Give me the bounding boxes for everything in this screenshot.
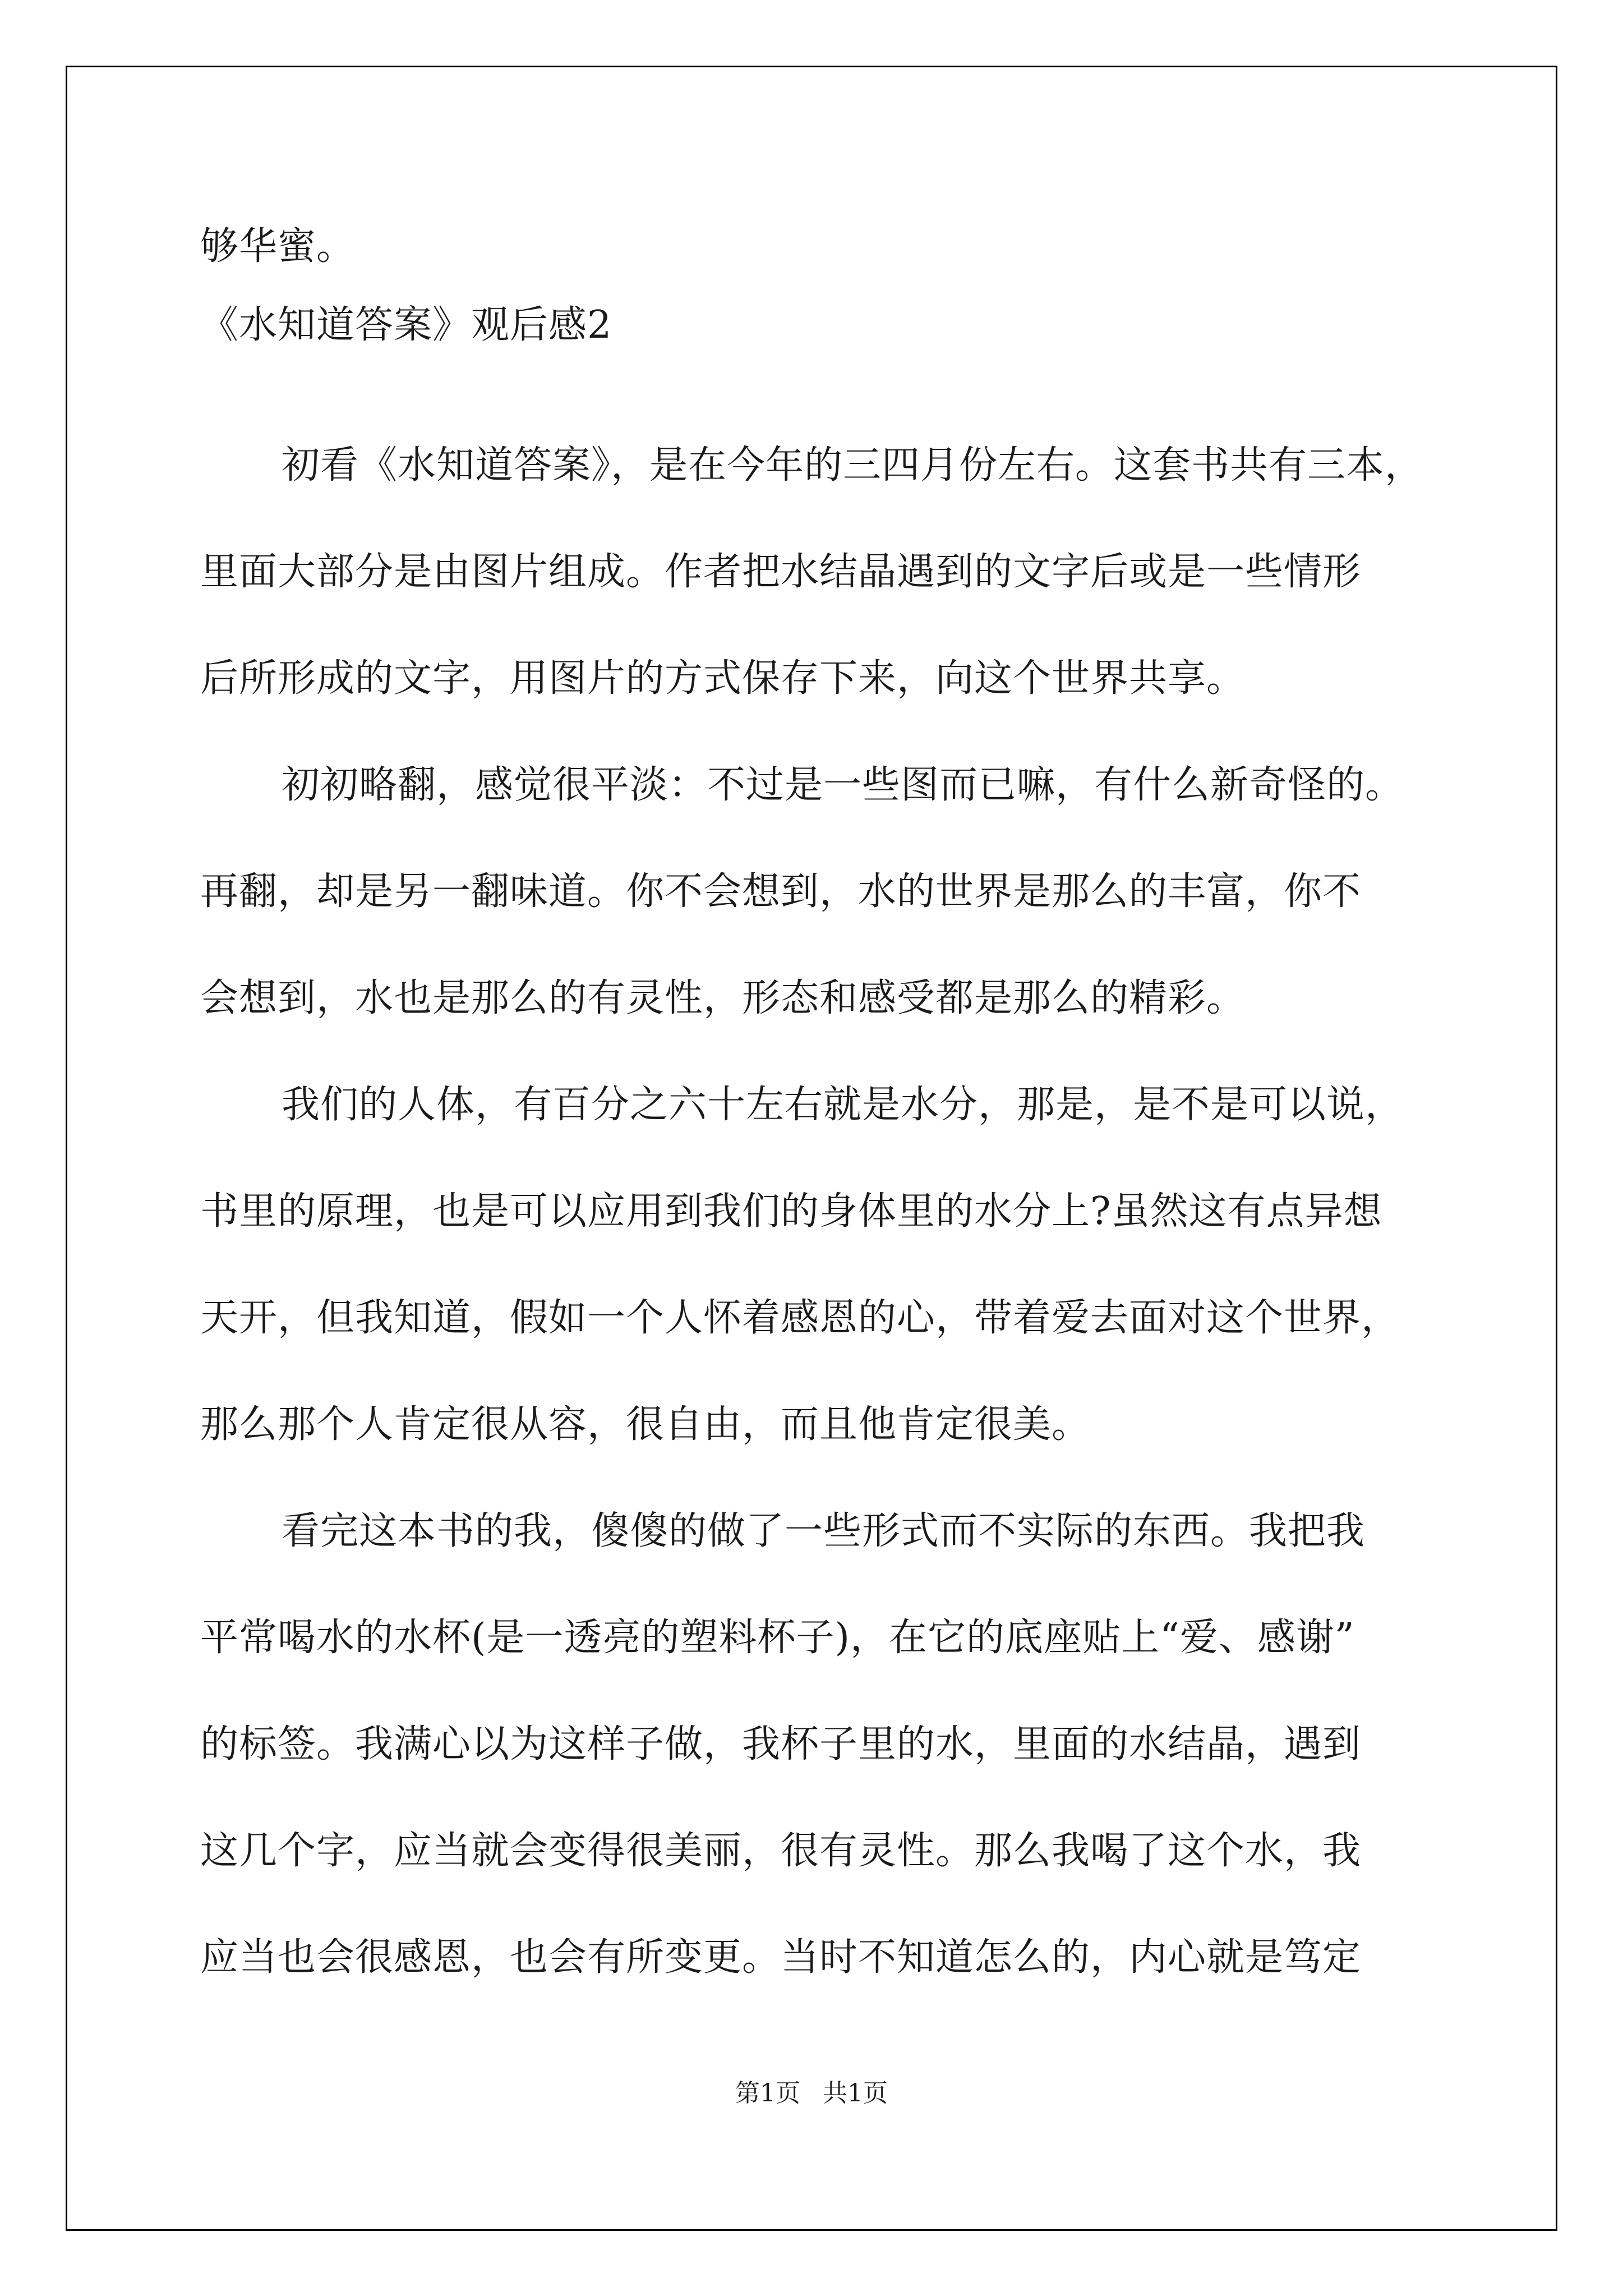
text-line: 初看《水知道答案》，是在今年的三四月份左右。这套书共有三本， xyxy=(282,443,1424,487)
text-line: 里面大部分是由图片组成。作者把水结晶遇到的文字后或是一些情形 xyxy=(200,550,1362,594)
page-footer xyxy=(0,2079,1623,2108)
page-number: 第1页 xyxy=(735,2079,800,2108)
text-line: 书里的原理，也是可以应用到我们的身体里的水分上?虽然这有点异想 xyxy=(200,1189,1382,1234)
text-line: 我们的人体，有百分之六十左右就是水分，那是，是不是可以说， xyxy=(282,1083,1404,1127)
text-line: 后所形成的文字，用图片的方式保存下来，向这个世界共享。 xyxy=(200,656,1246,701)
text-line: 看完这本书的我，傻傻的做了一些形式而不实际的东西。我把我 xyxy=(282,1509,1366,1553)
text-line: 平常喝水的水杯(是一透亮的塑料杯子)，在它的底座贴上“爱、感谢” xyxy=(200,1616,1355,1660)
section-heading: 《水知道答案》观后感2 xyxy=(200,303,612,347)
text-line: 再翻，却是另一翻味道。你不会想到，水的世界是那么的丰富，你不 xyxy=(200,869,1362,914)
text-line: 的标签。我满心以为这样子做，我杯子里的水，里面的水结晶，遇到 xyxy=(200,1722,1362,1766)
text-line: 初初略翻，感觉很平淡：不过是一些图而已嘛，有什么新奇怪的。 xyxy=(282,763,1404,807)
total-pages: 共1页 xyxy=(823,2079,888,2108)
text-line: 这几个字，应当就会变得很美丽，很有灵性。那么我喝了这个水，我 xyxy=(200,1829,1362,1873)
text-line: 那么那个人肯定很从容，很自由，而且他肯定很美。 xyxy=(200,1402,1091,1447)
text-line: 应当也会很感恩，也会有所变更。当时不知道怎么的，内心就是笃定 xyxy=(200,1935,1362,1980)
text-line: 会想到，水也是那么的有灵性，形态和感受都是那么的精彩。 xyxy=(200,976,1246,1020)
text-line: 天开，但我知道，假如一个人怀着感恩的心，带着爱去面对这个世界， xyxy=(200,1296,1400,1340)
text-line: 够华蜜。 xyxy=(200,224,356,269)
page-border xyxy=(66,66,1557,2231)
